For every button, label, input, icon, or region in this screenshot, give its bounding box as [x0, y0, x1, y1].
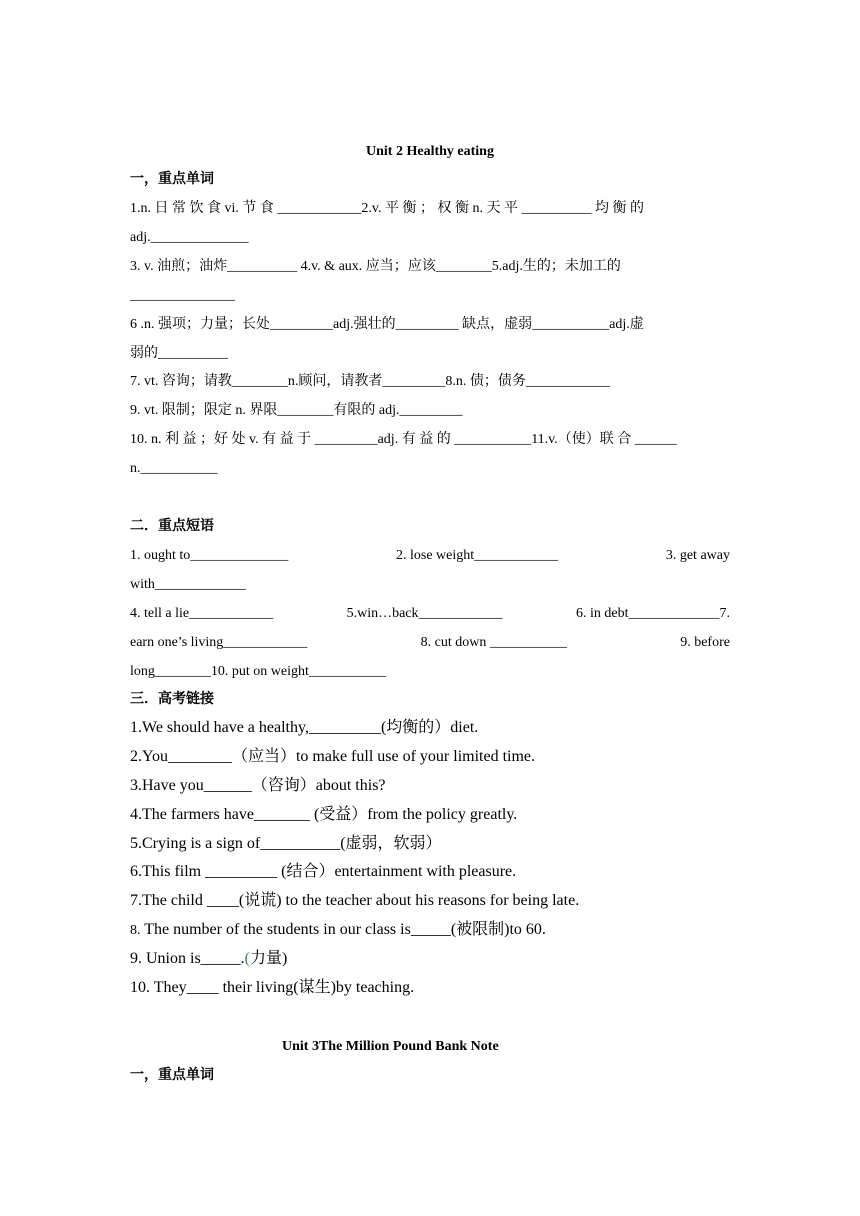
- exercise-item: 4.The farmers have_______ (受益）from the policy greatly.: [130, 806, 518, 823]
- section1-heading: 一，重点单词: [130, 172, 214, 187]
- phrase-item: 4. tell a lie____________: [130, 606, 274, 621]
- item-text: 9. Union is_____.: [130, 950, 245, 967]
- vocab-line: adj.______________: [130, 230, 249, 245]
- vocab-line: 弱的__________: [130, 346, 228, 361]
- section2-heading: 二．重点短语: [130, 519, 214, 534]
- item-text: 力量): [250, 950, 288, 967]
- exercise-item: 6.This film _________ (结合）entertainment with pleasure.: [130, 863, 517, 880]
- phrase-line: with_____________: [130, 577, 246, 592]
- unit3-section-heading: 一，重点单词: [130, 1068, 214, 1083]
- exercise-item: 1.We should have a healthy,_________(均衡的）diet.: [130, 719, 479, 736]
- phrase-row: [130, 547, 730, 565]
- phrase-item: 1. ought to______________: [130, 548, 289, 563]
- phrase-item: 5.win…back____________: [346, 606, 503, 621]
- exercise-item: 10. They____ their living(谋生)by teaching.: [130, 979, 415, 996]
- vocab-line: 6 .n. 强项；力量；长处_________adj.强壮的_________ 缺点，虚弱___________adj.虚: [130, 317, 644, 332]
- vocab-line: n.___________: [130, 461, 218, 476]
- phrase-line: long________10. put on weight___________: [130, 664, 386, 679]
- exercise-item: [130, 949, 730, 969]
- unit3-title: Unit 3The Million Pound Bank Note: [282, 1039, 499, 1054]
- phrase-item: 6. in debt_____________7.: [576, 606, 730, 621]
- vocab-line: 9. vt. 限制；限定 n. 界限________有限的 adj._________: [130, 403, 463, 418]
- phrase-row: [130, 605, 730, 623]
- unit2-title: Unit 2 Healthy eating: [366, 144, 494, 159]
- vocab-line: _______________: [130, 288, 235, 303]
- vocab-line: 10. n. 利 益 ；好 处 v. 有 益 于 _________adj. 有 益 的 ___________11.v.（使）联 合 ______: [130, 432, 677, 447]
- vocab-line: 7. vt. 咨询；请教________n.顾问，请教者_________8.n. 债；债务____________: [130, 374, 610, 389]
- phrase-item: earn one’s living____________: [130, 635, 308, 650]
- item-paren: (: [244, 950, 250, 967]
- phrase-item: 3. get away: [665, 548, 730, 563]
- vocab-line: 3. v. 油煎；油炸__________ 4.v. & aux. 应当；应该________5.adj.生的；未加工的: [130, 259, 621, 274]
- exercise-item: 2.You________（应当）to make full use of your limited time.: [130, 748, 536, 765]
- item-text: The number of the students in our class is_____(被限制)to 60.: [140, 921, 546, 938]
- section3-heading: 三．高考链接: [130, 692, 214, 707]
- exercise-item: [130, 920, 730, 941]
- phrase-item: 9. before: [680, 635, 730, 650]
- phrase-row: [130, 634, 730, 652]
- vocab-line: 1.n. 日 常 饮 食 vi. 节 食 ____________2.v. 平 衡 ； 权 衡 n. 天 平 __________ 均 衡 的: [130, 201, 644, 216]
- phrase-item: 2. lose weight____________: [395, 548, 559, 563]
- item-number: 8.: [130, 923, 141, 938]
- exercise-item: 5.Crying is a sign of__________(虚弱，软弱）: [130, 835, 442, 852]
- phrase-item: 8. cut down ___________: [420, 635, 567, 650]
- exercise-item: 3.Have you______（咨询）about this?: [130, 777, 386, 794]
- exercise-item: 7.The child ____(说谎) to the teacher about his reasons for being late.: [130, 892, 580, 909]
